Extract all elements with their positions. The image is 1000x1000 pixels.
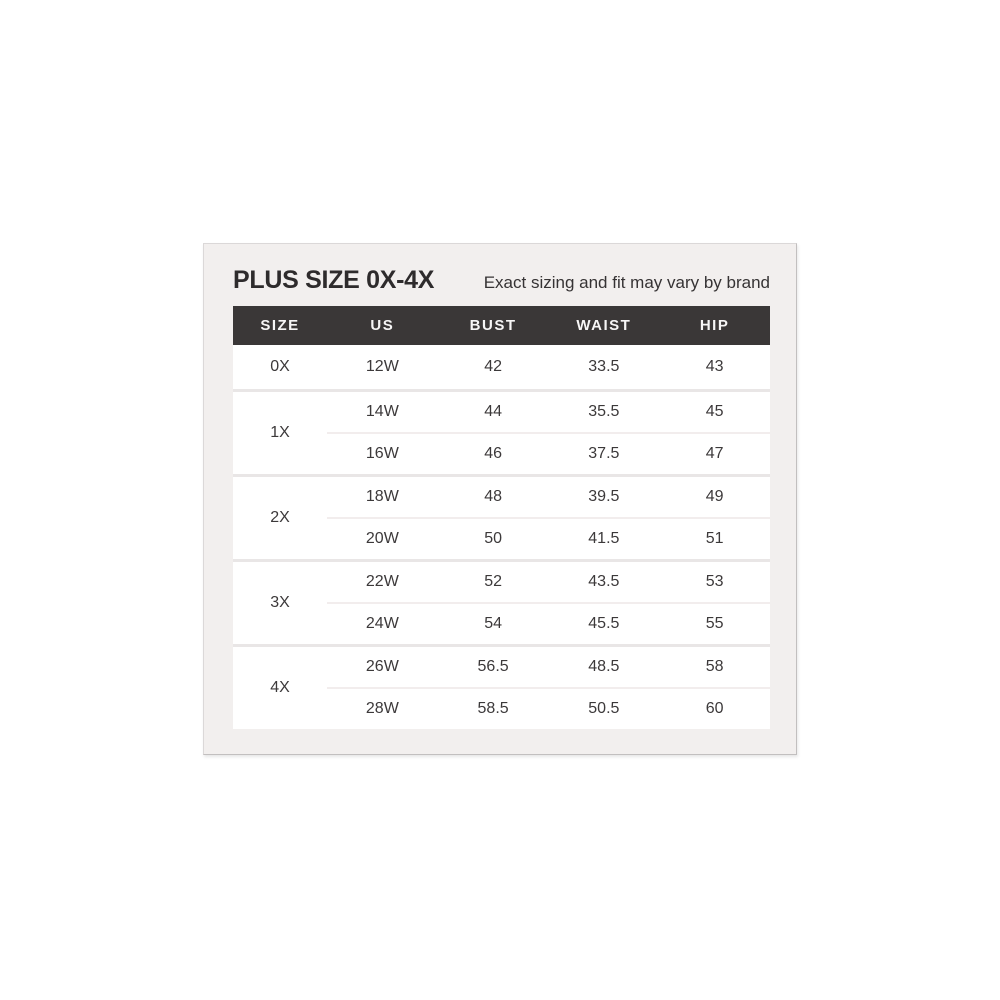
us-cell: 28W [327,688,438,729]
hip-cell: 49 [659,476,770,519]
hip-cell: 47 [659,433,770,476]
us-cell: 26W [327,646,438,689]
size-cell: 4X [233,646,327,730]
us-cell: 18W [327,476,438,519]
hip-cell: 60 [659,688,770,729]
table-row [233,391,770,434]
us-cell: 12W [327,345,438,391]
hip-cell: 53 [659,561,770,604]
us-cell: 14W [327,391,438,434]
page-title: PLUS SIZE 0X-4X [233,266,435,294]
size-cell: 0X [233,345,327,391]
bust-cell: 44 [438,391,549,434]
hip-cell: 45 [659,391,770,434]
us-cell: 22W [327,561,438,604]
bust-cell: 52 [438,561,549,604]
bust-cell: 54 [438,603,549,646]
table-row [233,561,770,604]
table-header-row [233,306,770,345]
size-chart-table [233,306,770,729]
waist-cell: 48.5 [548,646,659,689]
waist-cell: 45.5 [548,603,659,646]
size-chart-panel [203,243,797,755]
bust-cell: 58.5 [438,688,549,729]
table-row [233,345,770,391]
waist-cell: 33.5 [548,345,659,391]
size-cell: 3X [233,561,327,646]
size-cell: 2X [233,476,327,561]
hip-cell: 51 [659,518,770,561]
bust-cell: 42 [438,345,549,391]
waist-cell: 43.5 [548,561,659,604]
us-cell: 24W [327,603,438,646]
waist-cell: 41.5 [548,518,659,561]
us-cell: 16W [327,433,438,476]
waist-cell: 50.5 [548,688,659,729]
hip-cell: 55 [659,603,770,646]
waist-cell: 37.5 [548,433,659,476]
table-row [233,646,770,689]
panel-header [233,244,770,306]
bust-cell: 48 [438,476,549,519]
us-cell: 20W [327,518,438,561]
col-header-bust: BUST [438,306,549,345]
bust-cell: 56.5 [438,646,549,689]
col-header-hip: HIP [659,306,770,345]
size-cell: 1X [233,391,327,476]
col-header-us: US [327,306,438,345]
bust-cell: 46 [438,433,549,476]
waist-cell: 39.5 [548,476,659,519]
sizing-disclaimer: Exact sizing and fit may vary by brand [483,273,770,292]
col-header-waist: WAIST [548,306,659,345]
waist-cell: 35.5 [548,391,659,434]
col-header-size: SIZE [233,306,327,345]
bust-cell: 50 [438,518,549,561]
hip-cell: 43 [659,345,770,391]
table-row [233,476,770,519]
hip-cell: 58 [659,646,770,689]
